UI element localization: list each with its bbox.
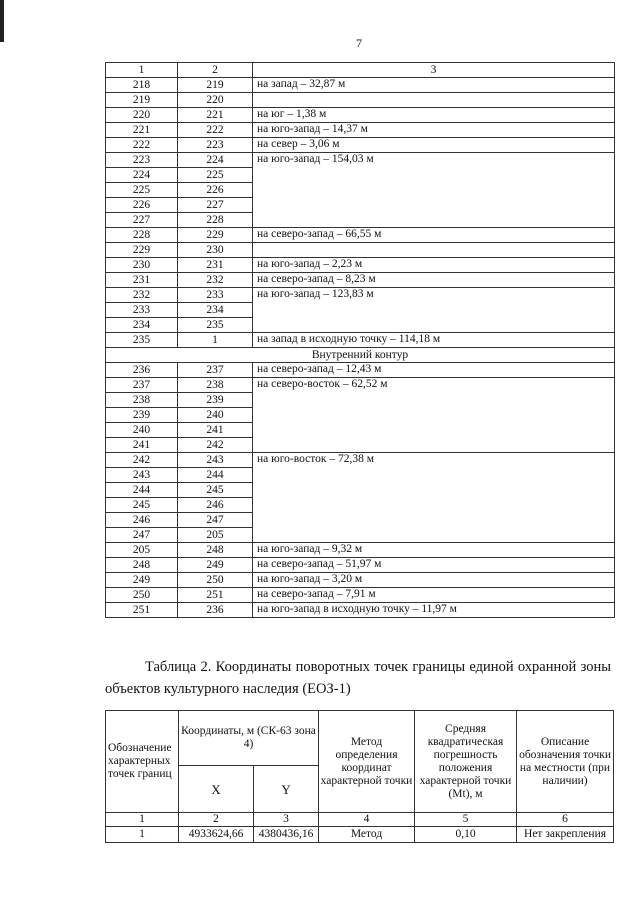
point-to: 244 <box>178 468 253 483</box>
table-row <box>106 288 615 303</box>
point-to: 219 <box>178 78 253 93</box>
header-mean-error: Средняя квадратическая погрешность положения характерной точки (Mt), м <box>415 711 517 813</box>
point-to: 234 <box>178 303 253 318</box>
segment-description: на северо-запад – 51,97 м <box>253 558 615 573</box>
segment-description <box>253 93 615 108</box>
point-from: 243 <box>106 468 178 483</box>
point-to: 235 <box>178 318 253 333</box>
point-from: 235 <box>106 333 178 348</box>
point-to: 251 <box>178 588 253 603</box>
header-coordinates: Координаты, м (СК-63 зона 4) <box>179 711 319 766</box>
table-row <box>106 108 615 123</box>
table-row <box>106 93 615 108</box>
point-from: 220 <box>106 108 178 123</box>
point-from: 222 <box>106 138 178 153</box>
table-row <box>106 138 615 153</box>
table-row <box>106 78 615 93</box>
segment-description: на юг – 1,38 м <box>253 108 615 123</box>
point-to: 222 <box>178 123 253 138</box>
header-y: Y <box>254 766 319 813</box>
segment-description: на юго-запад – 2,23 м <box>253 258 615 273</box>
point-to: 250 <box>178 573 253 588</box>
point-from: 247 <box>106 528 178 543</box>
point-to: 205 <box>178 528 253 543</box>
point-from: 223 <box>106 153 178 168</box>
point-from: 232 <box>106 288 178 303</box>
point-to: 237 <box>178 363 253 378</box>
column-number-1: 1 <box>106 813 179 827</box>
point-from: 233 <box>106 303 178 318</box>
table-row <box>106 273 615 288</box>
point-from: 240 <box>106 423 178 438</box>
point-from: 237 <box>106 378 178 393</box>
page-number: 7 <box>356 36 362 50</box>
point-to: 242 <box>178 438 253 453</box>
segment-description: на запад в исходную точку – 114,18 м <box>253 333 615 348</box>
point-to: 241 <box>178 423 253 438</box>
point-to: 249 <box>178 558 253 573</box>
segment-description: на запад – 32,87 м <box>253 78 615 93</box>
segment-description: на юго-запад – 14,37 м <box>253 123 615 138</box>
point-from: 229 <box>106 243 178 258</box>
coord-y: 4380436,16 <box>254 827 319 843</box>
point-to: 221 <box>178 108 253 123</box>
header-method: Метод определения координат характерной точки <box>319 711 415 813</box>
segment-description: на юго-запад – 123,83 м <box>253 288 615 333</box>
point-to: 248 <box>178 543 253 558</box>
point-from: 248 <box>106 558 178 573</box>
segment-description: на северо-запад – 12,43 м <box>253 363 615 378</box>
segment-description: на северо-восток – 62,52 м <box>253 378 615 453</box>
table-row <box>106 573 615 588</box>
point-id: 1 <box>106 827 179 843</box>
point-from: 230 <box>106 258 178 273</box>
table-row <box>106 558 615 573</box>
segment-description: на северо-запад – 7,91 м <box>253 588 615 603</box>
column-number-1: 1 <box>106 63 178 78</box>
header-point-designation: Обозначение характерных точек границ <box>106 711 179 813</box>
table-row <box>106 333 615 348</box>
point-to: 230 <box>178 243 253 258</box>
table-2-caption: Таблица 2. Координаты поворотных точек границы единой охранной зоны объектов культурного наследия (ЕОЗ-1) <box>105 659 611 697</box>
point-from: 238 <box>106 393 178 408</box>
point-from: 236 <box>106 363 178 378</box>
point-to: 246 <box>178 498 253 513</box>
point-to: 239 <box>178 393 253 408</box>
table-row <box>106 378 615 393</box>
point-from: 227 <box>106 213 178 228</box>
description: Нет закрепления <box>517 827 614 843</box>
segment-description: на юго-запад – 154,03 м <box>253 153 615 228</box>
point-from: 225 <box>106 183 178 198</box>
point-from: 239 <box>106 408 178 423</box>
column-number-2: 2 <box>179 813 254 827</box>
column-number-3: 3 <box>254 813 319 827</box>
column-number-3: 3 <box>253 63 615 78</box>
point-to: 228 <box>178 213 253 228</box>
coord-x: 4933624,66 <box>179 827 254 843</box>
header-row <box>106 63 615 78</box>
point-to: 245 <box>178 483 253 498</box>
segment-description: на северо-запад – 66,55 м <box>253 228 615 243</box>
point-from: 242 <box>106 453 178 468</box>
segment-description: на юго-запад – 9,32 м <box>253 543 615 558</box>
page-edge-mark <box>0 0 4 42</box>
point-to: 229 <box>178 228 253 243</box>
point-from: 246 <box>106 513 178 528</box>
mean-error: 0,10 <box>415 827 517 843</box>
coordinates-table <box>105 710 614 843</box>
point-from: 249 <box>106 573 178 588</box>
segment-description: на север – 3,06 м <box>253 138 615 153</box>
table-row <box>106 228 615 243</box>
point-from: 226 <box>106 198 178 213</box>
section-row <box>106 348 615 363</box>
segment-description <box>253 243 615 258</box>
table-row <box>106 827 614 843</box>
point-from: 241 <box>106 438 178 453</box>
segment-description: на северо-запад – 8,23 м <box>253 273 615 288</box>
point-from: 228 <box>106 228 178 243</box>
point-from: 245 <box>106 498 178 513</box>
segment-description: на юго-запад в исходную точку – 11,97 м <box>253 603 615 618</box>
segment-description: на юго-запад – 3,20 м <box>253 573 615 588</box>
point-to: 226 <box>178 183 253 198</box>
point-to: 223 <box>178 138 253 153</box>
table-row <box>106 258 615 273</box>
table-row <box>106 543 615 558</box>
segment-description: на юго-восток – 72,38 м <box>253 453 615 543</box>
table-row <box>106 153 615 168</box>
point-from: 219 <box>106 93 178 108</box>
point-from: 231 <box>106 273 178 288</box>
table-row <box>106 243 615 258</box>
point-to: 243 <box>178 453 253 468</box>
column-numbers-row <box>106 813 614 827</box>
table-row <box>106 123 615 138</box>
point-to: 240 <box>178 408 253 423</box>
method: Метод <box>319 827 415 843</box>
point-to: 233 <box>178 288 253 303</box>
point-to: 227 <box>178 198 253 213</box>
point-to: 225 <box>178 168 253 183</box>
column-number-6: 6 <box>517 813 614 827</box>
point-to: 238 <box>178 378 253 393</box>
point-to: 224 <box>178 153 253 168</box>
header-x: X <box>179 766 254 813</box>
header-description: Описание обозначения точки на местности (при наличии) <box>517 711 614 813</box>
point-from: 250 <box>106 588 178 603</box>
table-row <box>106 603 615 618</box>
point-to: 1 <box>178 333 253 348</box>
column-number-4: 4 <box>319 813 415 827</box>
table-row <box>106 453 615 468</box>
point-to: 236 <box>178 603 253 618</box>
column-number-2: 2 <box>178 63 253 78</box>
point-from: 234 <box>106 318 178 333</box>
section-title: Внутренний контур <box>106 348 615 363</box>
point-from: 218 <box>106 78 178 93</box>
point-to: 232 <box>178 273 253 288</box>
column-number-5: 5 <box>415 813 517 827</box>
point-from: 205 <box>106 543 178 558</box>
point-from: 251 <box>106 603 178 618</box>
table-row <box>106 588 615 603</box>
point-from: 244 <box>106 483 178 498</box>
table-row <box>106 363 615 378</box>
point-to: 247 <box>178 513 253 528</box>
point-to: 231 <box>178 258 253 273</box>
point-to: 220 <box>178 93 253 108</box>
point-from: 224 <box>106 168 178 183</box>
point-from: 221 <box>106 123 178 138</box>
boundary-segments-table <box>105 62 615 618</box>
